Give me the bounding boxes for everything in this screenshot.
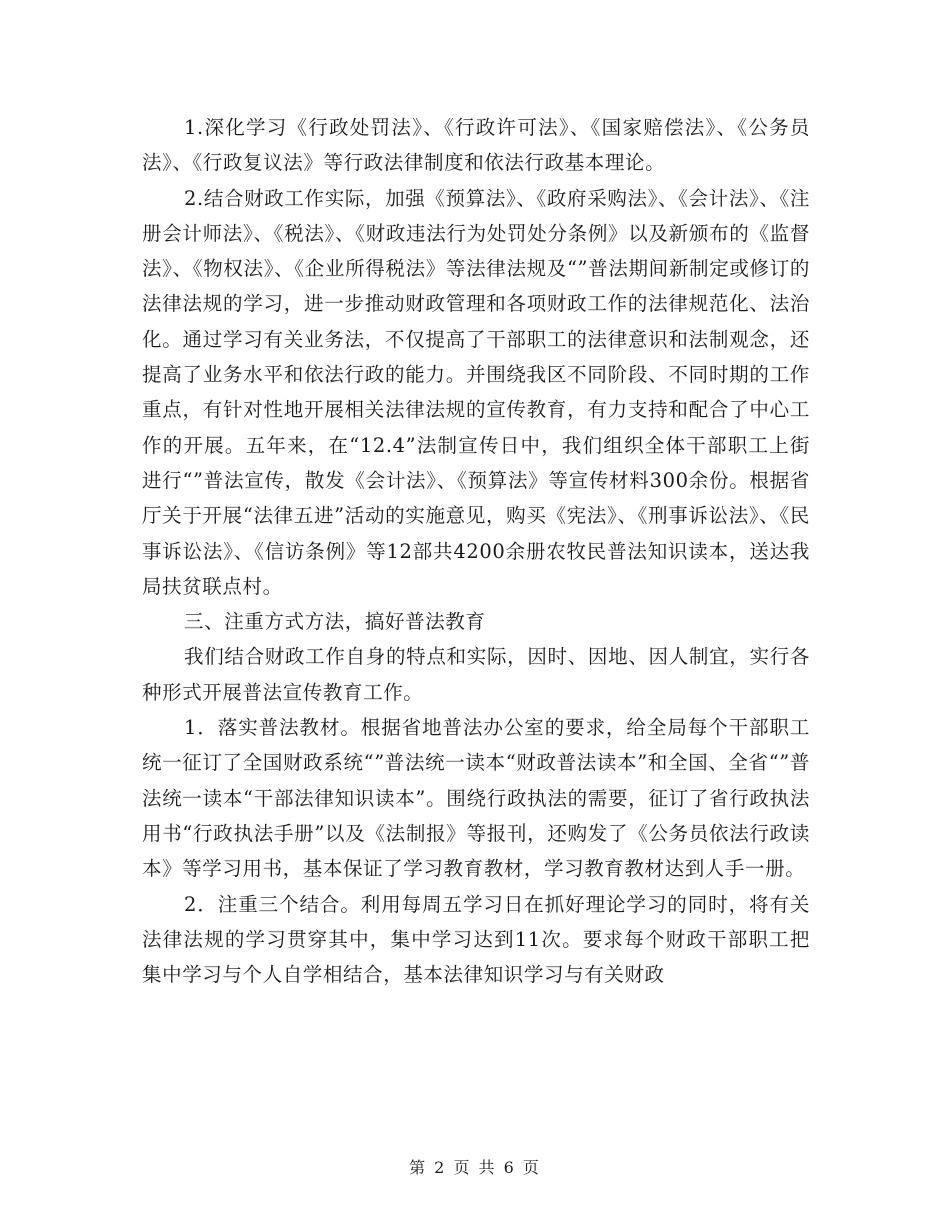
paragraph-2: 2.结合财政工作实际，加强《预算法》、《政府采购法》、《会计法》、《注册会计师法》、《税法》、《财政违法行为处罚处分条例》以及新颁布的《监督法》、《物权法》、《企业所得税法》等法律法规及“”普法期间新制定或修订的法律法规的学习，进一步推动财政管理和各项财政工作的法律规范化、法治化。通过学习有关业务法，不仅提高了干部职工的法律意识和法制观念，还提高了业务水平和依法行政的能力。并围绕我区不同阶段、不同时期的工作重点，有针对性地开展相关法律法规的宣传教育，有力支持和配合了中心工作的开展。五年来，在“12.4”法制宣传日中，我们组织全体干部职工上街进行“”普法宣传，散发《会计法》、《预算法》等宣传材料300余份。根据省厅关于开展“法律五进”活动的实施意见，购买《宪法》、《刑事诉讼法》、《民事诉讼法》、《信访条例》等12部共4200余册农牧民普法知识读本，送达我局扶贫联点村。 [142,186,810,598]
document-body [142,110,810,992]
paragraph-4: 1．落实普法教材。根据省地普法办公室的要求，给全局每个干部职工统一征订了全国财政系统“”普法统一读本“财政普法读本”和全国、全省“”普法统一读本“干部法律知识读本”。围绕行政执法的需要，征订了省行政执法用书“行政执法手册”以及《法制报》等报刊，还购发了《公务员依法行政读本》等学习用书，基本保证了学习教育教材，学习教育教材达到人手一册。 [142,716,810,881]
section-heading: 三、注重方式方法，搞好普法教育 [184,610,486,634]
paragraph-1: 1.深化学习《行政处罚法》、《行政许可法》、《国家赔偿法》、《公务员法》、《行政复议法》等行政法律制度和依法行政基本理论。 [142,116,810,175]
paragraph-5: 2．注重三个结合。利用每周五学习日在抓好理论学习的同时，将有关法律法规的学习贯穿其中，集中学习达到11次。要求每个财政干部职工把集中学习与个人自学相结合，基本法律知识学习与有关财政 [142,892,810,987]
paragraph-3: 我们结合财政工作自身的特点和实际，因时、因地、因人制宜，实行各种形式开展普法宣传教育工作。 [142,645,810,704]
page-footer: 第 2 页 共 6 页 [409,1158,541,1177]
